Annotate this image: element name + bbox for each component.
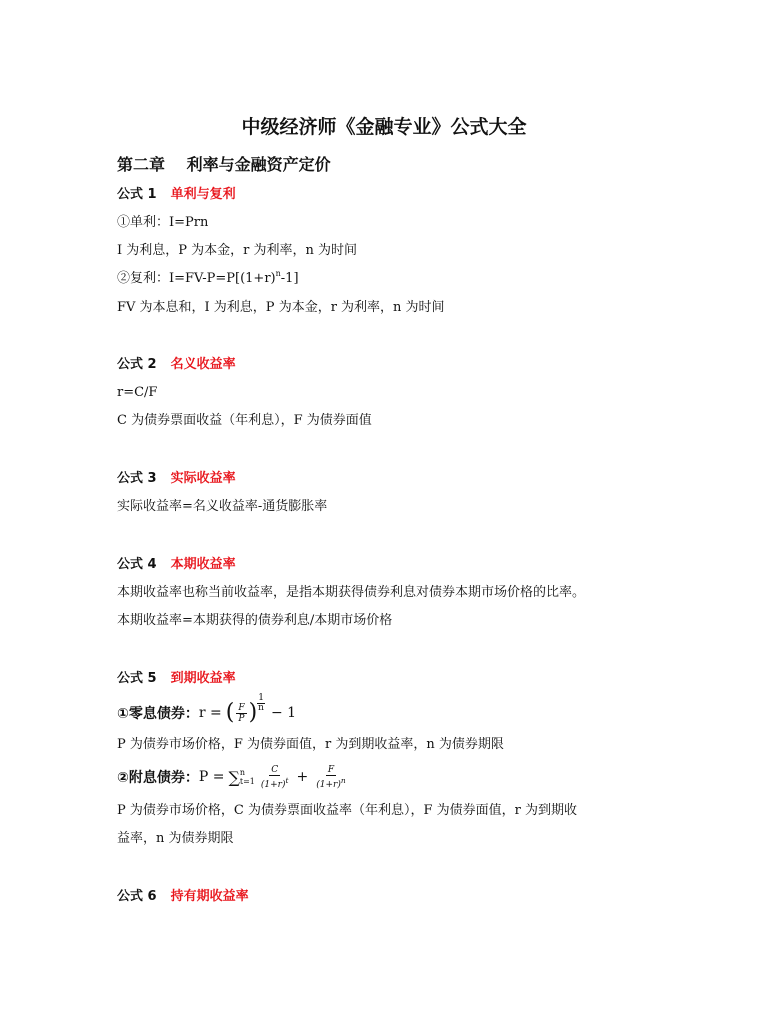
- formula-number: 公式 1: [117, 187, 157, 202]
- close-paren: ): [248, 700, 258, 725]
- sigma-symbol: ∑: [228, 767, 240, 787]
- formula-number: 公式 3: [117, 471, 157, 486]
- real-yield-formula: 实际收益率=名义收益率-通货膨胀率: [117, 499, 328, 514]
- formula-1-heading: [117, 186, 236, 204]
- formula-number: 公式 4: [117, 557, 157, 572]
- formula-name: 实际收益率: [170, 471, 236, 486]
- exponent-one-over-n: 1 n: [258, 692, 264, 713]
- zero-coupon-label: ①零息债券：: [117, 706, 199, 722]
- page-title: 中级经济师《金融专业》公式大全: [241, 116, 527, 138]
- compound-interest-desc: FV 为本息和，I 为利息，P 为本金，r 为利率，n 为时间: [117, 300, 445, 315]
- fraction-c-term: $\frac{C}{(1+r)^t}$: [260, 764, 289, 790]
- zero-coupon-formula: [117, 692, 297, 730]
- coupon-bond-formula: [117, 760, 350, 794]
- chapter-heading: 第二章 利率与金融资产定价: [117, 155, 331, 174]
- plus-sign: +: [296, 769, 309, 785]
- formula-number: 公式 5: [117, 671, 157, 686]
- fraction-f-over-p: $\frac{F}{P}$: [238, 702, 245, 724]
- open-paren: (: [225, 700, 235, 725]
- current-yield-desc: 本期收益率也称当前收益率，是指本期获得债券利息对债券本期市场价格的比率。: [117, 585, 586, 600]
- sum-limits: n t=1: [239, 768, 255, 786]
- formula-number: 公式 2: [117, 357, 157, 372]
- simple-interest-desc: I 为利息，P 为本金，r 为利率，n 为时间: [117, 243, 357, 258]
- compound-prefix: ②复利：I=FV-P=P[(1+r): [117, 271, 276, 286]
- simple-interest-formula: ①单利：I=Prn: [117, 215, 209, 230]
- formula-name: 到期收益率: [170, 671, 236, 686]
- compound-exponent: n: [275, 269, 281, 278]
- coupon-bond-desc-line-2: 益率，n 为债券期限: [117, 831, 234, 846]
- coupon-bond-desc-line-1: P 为债券市场价格，C 为债券票面收益率（年利息），F 为债券面值，r 为到期收: [117, 803, 577, 818]
- zero-coupon-desc: P 为债券市场价格，F 为债券面值，r 为到期收益率，n 为债券期限: [117, 737, 504, 752]
- formula-name: 本期收益率: [170, 557, 236, 572]
- formula-name: 持有期收益率: [170, 889, 249, 904]
- coupon-lhs: P =: [198, 769, 225, 785]
- formula-3-heading: [117, 470, 236, 488]
- formula-4-heading: [117, 556, 236, 574]
- zero-tail: − 1: [270, 705, 297, 721]
- formula-name: 名义收益率: [170, 357, 236, 372]
- formula-2-heading: [117, 356, 236, 374]
- formula-name: 单利与复利: [170, 187, 236, 202]
- current-yield-formula: 本期收益率=本期获得的债券利息/本期市场价格: [117, 613, 393, 628]
- zero-coupon-math: [198, 692, 297, 725]
- nominal-yield-formula: r=C/F: [117, 385, 158, 400]
- formula-5-heading: [117, 670, 236, 688]
- zero-lhs: r =: [198, 705, 222, 721]
- fraction-f-term: $\frac{F}{(1+r)^n}$: [316, 764, 346, 790]
- formula-6-heading: [117, 888, 249, 906]
- nominal-yield-desc: C 为债券票面收益（年利息），F 为债券面值: [117, 413, 372, 428]
- formula-number: 公式 6: [117, 889, 157, 904]
- compound-suffix: -1]: [280, 271, 299, 286]
- coupon-bond-label: ②附息债券：: [117, 770, 199, 786]
- compound-interest-formula: [117, 270, 299, 289]
- coupon-bond-math: [199, 765, 350, 790]
